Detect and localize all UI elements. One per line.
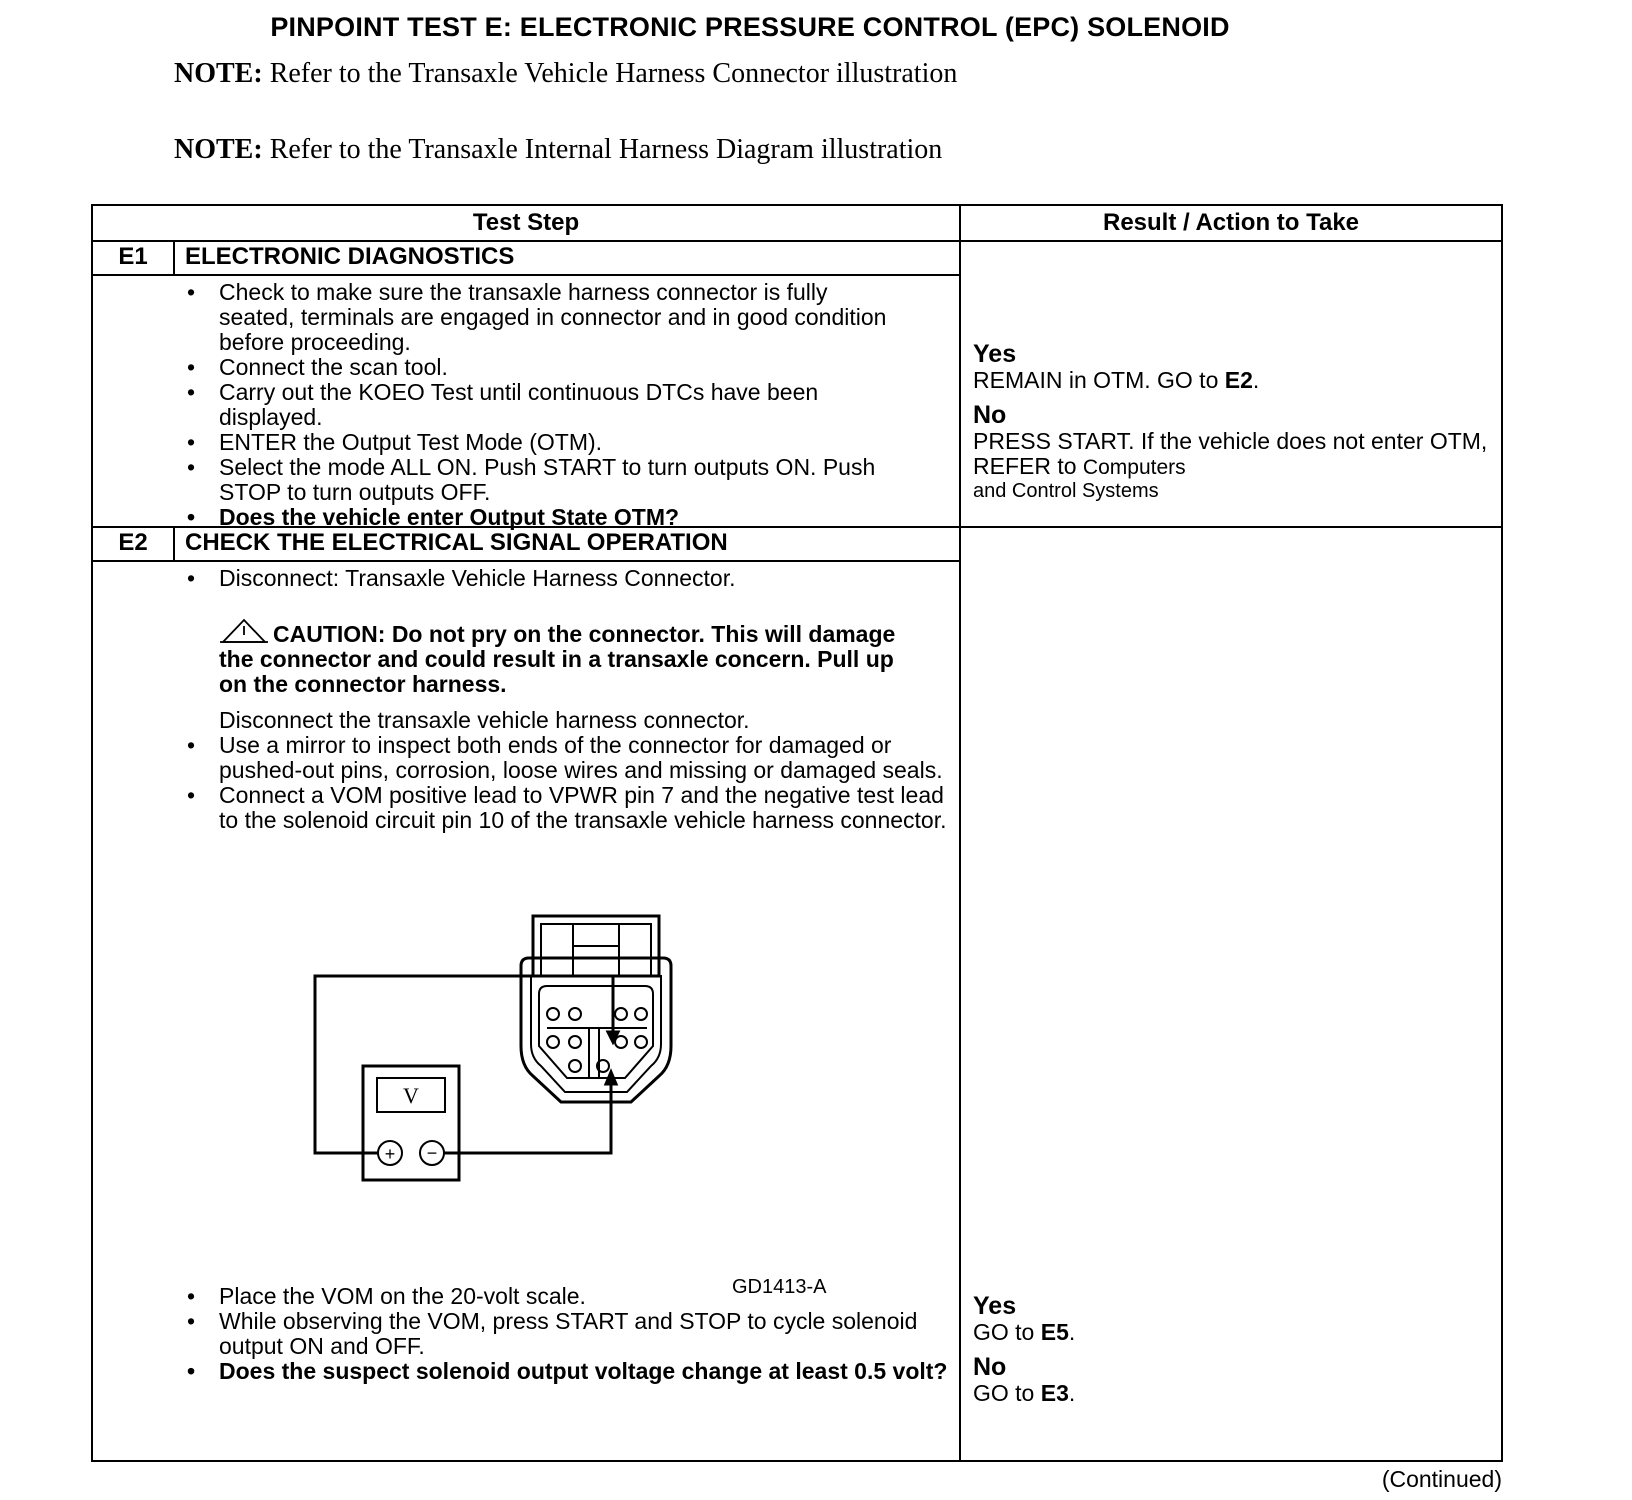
result-no-text: GO to [973,1380,1041,1406]
list-item: • Connect a VOM positive lead to VPWR pin 7 and the negative test lead to the solenoid circuit pin 10 of the transaxle vehicle harness connector. [181,783,951,833]
list-item: • Connect the scan tool. [181,355,891,380]
list-item: • ENTER the Output Test Mode (OTM). [181,430,891,455]
id-divider-e2 [173,526,175,562]
result-no-text: PRESS START. If the vehicle does not enter OTM, REFER to [973,428,1488,479]
e2-step-list-a [181,566,941,591]
vom-connector-diagram [93,906,959,1306]
list-item: • Use a mirror to inspect both ends of the connector for damaged or pushed-out pins, corrosion, loose wires and missing or damaged seals. [181,733,951,783]
caution-block [219,618,909,697]
list-item: • Place the VOM on the 20-volt scale. [181,1284,951,1309]
meter-plus: + [384,1144,396,1164]
step-id-e2: E2 [118,529,148,556]
list-item: • Disconnect: Transaxle Vehicle Harness Connector. [181,566,941,591]
vom-meter [363,1066,459,1180]
meter-minus: − [426,1143,438,1163]
list-item: • Check to make sure the transaxle harness connector is fully seated, terminals are engaged in connector and in good condition before proceeding. [181,280,891,355]
e1-heading-divider [93,274,959,276]
result-no-label: No [973,1353,1007,1381]
result-no-ref-2: and Control Systems [973,480,1159,502]
e2-step-list-b [181,733,951,833]
test-leads [315,976,618,1153]
page-title: PINPOINT TEST E: ELECTRONIC PRESSURE CONTROL (EPC) SOLENOID [270,12,1230,42]
result-no-ref: Computers [1082,456,1186,479]
list-item: • Carry out the KOEO Test until continuous DTCs have been displayed. [181,380,891,430]
e2-result: Yes GO to E5. No GO to E3. [973,1292,1493,1406]
note-harness-connector [174,58,957,90]
e2-step-list-c [181,1284,951,1384]
list-item: • Does the suspect solenoid output voltage change at least 0.5 volt? [181,1359,951,1384]
note-text: Refer to the Transaxle Internal Harness Diagram illustration [269,134,943,165]
test-table [91,204,1503,1462]
result-yes-target: E5 [1040,1319,1069,1345]
meter-label: V [403,1083,419,1108]
result-yes-label: Yes [973,340,1017,368]
harness-connector [521,916,671,1102]
note-label: NOTE: [174,134,263,165]
result-yes-text: REMAIN in OTM. GO to [973,367,1225,393]
e1-result: Yes REMAIN in OTM. GO to E2. No PRESS START. If the vehicle does not enter OTM, REFER to Computers and Control Systems [973,340,1493,502]
step-heading-e2: CHECK THE ELECTRICAL SIGNAL OPERATION [185,529,728,556]
header-test-step: Test Step [472,209,580,236]
warning-triangle-icon [219,618,269,644]
column-divider [959,206,961,1460]
id-divider-e1 [173,240,175,276]
result-yes-target: E2 [1224,367,1253,393]
continued-label: (Continued) [1381,1466,1502,1492]
result-yes-label: Yes [973,1292,1017,1320]
list-item: • Select the mode ALL ON. Push START to turn outputs ON. Push STOP to turn outputs OFF. [181,455,891,505]
note-label: NOTE: [174,58,263,89]
e1-step-list [181,280,891,530]
list-item: • Does the vehicle enter Output State OTM? [181,505,891,530]
list-item: • While observing the VOM, press START and STOP to cycle solenoid output ON and OFF. [181,1309,951,1359]
header-result: Result / Action to Take [1102,209,1360,236]
after-caution-text: Disconnect the transaxle vehicle harness connector. [219,707,750,733]
result-yes-text: GO to [973,1319,1041,1345]
step-heading-e1: ELECTRONIC DIAGNOSTICS [185,243,515,270]
caution-text: CAUTION: Do not pry on the connector. This will damage the connector and could result in a transaxle concern. Pull up on the connector harness. [219,621,896,697]
result-no-target: E3 [1040,1380,1069,1406]
result-no-label: No [973,401,1007,429]
e2-heading-divider [93,560,959,562]
note-text: Refer to the Transaxle Vehicle Harness Connector illustration [269,58,958,89]
step-id-e1: E1 [118,243,148,270]
header-divider [93,240,1501,242]
connector-pins [547,1008,647,1078]
note-internal-harness [174,134,942,166]
figure-id: GD1413-A [732,1276,827,1298]
